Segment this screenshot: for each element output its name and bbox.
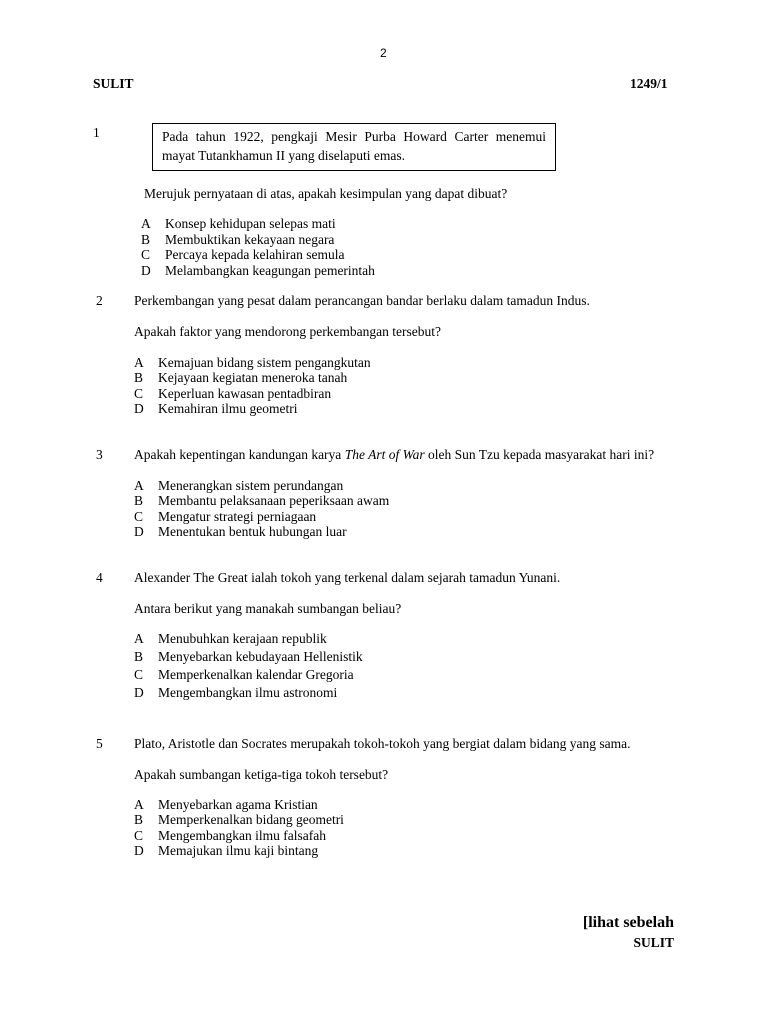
option-letter: D bbox=[134, 524, 144, 539]
option-letter: C bbox=[134, 386, 144, 401]
option-d bbox=[141, 263, 375, 279]
question-statement: Perkembangan yang pesat dalam perancangan bandar berlaku dalam tamadun Indus. bbox=[134, 293, 590, 308]
option-text: Mengembangkan ilmu astronomi bbox=[158, 685, 338, 700]
option-letter: A bbox=[134, 478, 144, 493]
option-letter: B bbox=[134, 493, 144, 508]
option-d bbox=[134, 401, 297, 417]
stem-text-before: Apakah kepentingan kandungan karya bbox=[134, 447, 345, 462]
option-letter: A bbox=[141, 216, 151, 231]
option-letter: A bbox=[134, 355, 144, 370]
footer-next-page: [lihat sebelah bbox=[582, 914, 674, 931]
question-number: 5 bbox=[96, 736, 103, 751]
option-letter: C bbox=[134, 667, 144, 682]
option-text: Membantu pelaksanaan peperiksaan awam bbox=[158, 493, 390, 508]
option-letter: B bbox=[141, 232, 151, 247]
option-text: Mengembangkan ilmu falsafah bbox=[158, 828, 326, 843]
question-number: 2 bbox=[96, 293, 103, 308]
option-text: Memajukan ilmu kaji bintang bbox=[158, 843, 319, 858]
option-text: Menentukan bentuk hubungan luar bbox=[158, 524, 347, 539]
option-text: Konsep kehidupan selepas mati bbox=[165, 216, 336, 231]
option-b bbox=[134, 812, 344, 828]
question-number: 1 bbox=[93, 125, 100, 140]
option-a bbox=[134, 797, 318, 813]
option-letter: C bbox=[134, 828, 144, 843]
option-b bbox=[134, 649, 363, 665]
question-statement: Alexander The Great ialah tokoh yang terkenal dalam sejarah tamadun Yunani. bbox=[134, 570, 561, 585]
header-sulit: SULIT bbox=[93, 76, 134, 91]
option-d bbox=[134, 524, 347, 540]
option-letter: D bbox=[134, 685, 144, 700]
option-d bbox=[134, 685, 337, 701]
option-text: Menubuhkan kerajaan republik bbox=[158, 631, 327, 646]
option-b bbox=[134, 493, 389, 509]
footer-sulit: SULIT bbox=[633, 935, 674, 950]
option-text: Mengatur strategi perniagaan bbox=[158, 509, 317, 524]
option-letter: B bbox=[134, 649, 144, 664]
option-c bbox=[141, 247, 345, 263]
option-text: Menerangkan sistem perundangan bbox=[158, 478, 344, 493]
option-text: Melambangkan keagungan pemerintah bbox=[165, 263, 375, 278]
option-a bbox=[134, 355, 371, 371]
option-letter: B bbox=[134, 812, 144, 827]
option-a bbox=[134, 478, 343, 494]
question-stem: Apakah faktor yang mendorong perkembangan tersebut? bbox=[134, 324, 442, 339]
question-number: 3 bbox=[96, 447, 103, 462]
option-letter: A bbox=[134, 631, 144, 646]
question-stem: Apakah sumbangan ketiga-tiga tokoh tersebut? bbox=[134, 767, 389, 782]
option-text: Kemahiran ilmu geometri bbox=[158, 401, 298, 416]
page-number: 2 bbox=[380, 46, 387, 60]
question-passage-box: Pada tahun 1922, pengkaji Mesir Purba Howard Carter menemui mayat Tutankhamun II yang diselaputi emas. bbox=[152, 123, 556, 171]
option-c bbox=[134, 667, 354, 683]
option-a bbox=[141, 216, 336, 232]
option-text: Kejayaan kegiatan meneroka tanah bbox=[158, 370, 348, 385]
question-stem: Antara berikut yang manakah sumbangan beliau? bbox=[134, 601, 402, 616]
question-stem bbox=[134, 447, 654, 463]
option-text: Membuktikan kekayaan negara bbox=[165, 232, 335, 247]
option-text: Menyebarkan kebudayaan Hellenistik bbox=[158, 649, 363, 664]
book-title: The Art of War bbox=[344, 447, 425, 462]
stem-text-after: oleh Sun Tzu kepada masyarakat hari ini? bbox=[424, 447, 655, 462]
option-letter: B bbox=[134, 370, 144, 385]
option-c bbox=[134, 509, 316, 525]
option-c bbox=[134, 828, 326, 844]
header-paper-code: 1249/1 bbox=[630, 76, 668, 91]
option-letter: D bbox=[134, 401, 144, 416]
option-text: Percaya kepada kelahiran semula bbox=[165, 247, 345, 262]
option-text: Memperkenalkan bidang geometri bbox=[158, 812, 344, 827]
option-d bbox=[134, 843, 318, 859]
option-letter: C bbox=[134, 509, 144, 524]
option-c bbox=[134, 386, 331, 402]
question-stem: Merujuk pernyataan di atas, apakah kesimpulan yang dapat dibuat? bbox=[144, 186, 508, 201]
question-statement: Plato, Aristotle dan Socrates merupakah tokoh-tokoh yang bergiat dalam bidang yang sama. bbox=[134, 736, 631, 751]
option-letter: D bbox=[141, 263, 151, 278]
option-letter: C bbox=[141, 247, 151, 262]
option-a bbox=[134, 631, 327, 647]
question-number: 4 bbox=[96, 570, 103, 585]
option-letter: A bbox=[134, 797, 144, 812]
option-b bbox=[141, 232, 334, 248]
option-letter: D bbox=[134, 843, 144, 858]
option-text: Memperkenalkan kalendar Gregoria bbox=[158, 667, 354, 682]
option-text: Menyebarkan agama Kristian bbox=[158, 797, 318, 812]
option-b bbox=[134, 370, 347, 386]
option-text: Keperluan kawasan pentadbiran bbox=[158, 386, 332, 401]
option-text: Kemajuan bidang sistem pengangkutan bbox=[158, 355, 371, 370]
